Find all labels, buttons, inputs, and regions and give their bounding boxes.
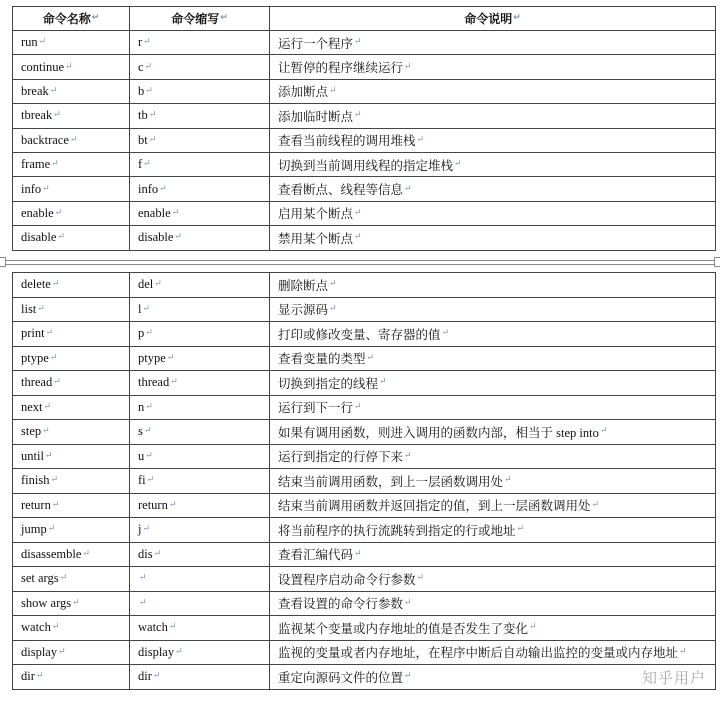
command-abbr-cell: c ↵ — [130, 55, 270, 78]
command-desc-cell: 运行一个程序 ↵ — [270, 31, 716, 54]
table-row — [12, 55, 716, 79]
command-desc-cell: 查看当前线程的调用堆栈 ↵ — [270, 129, 716, 152]
header-command-abbr: 命令缩写 ↵ — [130, 7, 270, 30]
command-name-cell: info ↵ — [12, 177, 130, 200]
command-abbr-cell: ptype ↵ — [130, 347, 270, 371]
table-row — [12, 567, 716, 592]
command-desc-cell: 查看断点、线程等信息 ↵ — [270, 177, 716, 200]
command-table-part1 — [12, 6, 716, 251]
command-name-cell: step ↵ — [12, 420, 130, 444]
command-abbr-cell: ↵ — [130, 567, 270, 591]
command-name-cell: enable ↵ — [12, 202, 130, 225]
command-abbr-cell: del ↵ — [130, 273, 270, 297]
table-row — [12, 298, 716, 323]
command-name-cell: disable ↵ — [12, 226, 130, 249]
command-name-cell: finish ↵ — [12, 469, 130, 493]
command-name-cell: next ↵ — [12, 396, 130, 420]
command-name-cell: until ↵ — [12, 445, 130, 469]
command-name-cell: display ↵ — [12, 641, 130, 665]
table-row — [12, 543, 716, 568]
command-name-cell: run ↵ — [12, 31, 130, 54]
command-desc-cell: 切换到指定的线程 ↵ — [270, 371, 716, 395]
command-table-part2 — [12, 272, 716, 690]
command-desc-cell: 添加断点 ↵ — [270, 80, 716, 103]
command-name-cell: dir ↵ — [12, 665, 130, 689]
command-abbr-cell: u ↵ — [130, 445, 270, 469]
command-desc-cell: 禁用某个断点 ↵ — [270, 226, 716, 249]
command-desc-cell: 切换到当前调用线程的指定堆栈 ↵ — [270, 153, 716, 176]
command-desc-cell: 打印或修改变量、寄存器的值 ↵ — [270, 322, 716, 346]
watermark: 知乎用户 — [641, 669, 706, 687]
table-row — [12, 396, 716, 421]
command-name-cell: continue ↵ — [12, 55, 130, 78]
command-name-cell: backtrace ↵ — [12, 129, 130, 152]
command-name-cell: print ↵ — [12, 322, 130, 346]
header-command-name: 命令名称 ↵ — [12, 7, 130, 30]
command-desc-cell: 运行到指定的行停下来 ↵ — [270, 445, 716, 469]
table-row — [12, 469, 716, 494]
command-abbr-cell: watch ↵ — [130, 616, 270, 640]
command-name-cell: set args ↵ — [12, 567, 130, 591]
command-desc-cell: 启用某个断点 ↵ — [270, 202, 716, 225]
command-desc-cell: 查看汇编代码 ↵ — [270, 543, 716, 567]
table-row — [12, 226, 716, 250]
command-name-cell: ptype ↵ — [12, 347, 130, 371]
command-abbr-cell: return ↵ — [130, 494, 270, 518]
command-abbr-cell: s ↵ — [130, 420, 270, 444]
command-abbr-cell: info ↵ — [130, 177, 270, 200]
table-row — [12, 445, 716, 470]
table-row — [12, 641, 716, 666]
command-name-cell: watch ↵ — [12, 616, 130, 640]
table-row — [12, 31, 716, 55]
command-abbr-cell: enable ↵ — [130, 202, 270, 225]
command-abbr-cell: b ↵ — [130, 80, 270, 103]
command-abbr-cell: l ↵ — [130, 298, 270, 322]
command-abbr-cell: display ↵ — [130, 641, 270, 665]
table-row — [12, 592, 716, 617]
table-row — [12, 273, 716, 298]
table-row — [12, 153, 716, 177]
table-row — [12, 616, 716, 641]
table-row — [12, 371, 716, 396]
command-abbr-cell: f ↵ — [130, 153, 270, 176]
command-desc-cell: 重定向源码文件的位置 ↵ — [270, 665, 716, 689]
command-desc-cell: 让暂停的程序继续运行 ↵ — [270, 55, 716, 78]
command-name-cell: disassemble ↵ — [12, 543, 130, 567]
table-row — [12, 347, 716, 372]
command-name-cell: show args ↵ — [12, 592, 130, 616]
command-name-cell: break ↵ — [12, 80, 130, 103]
table-row — [12, 202, 716, 226]
table-row — [12, 518, 716, 543]
command-desc-cell: 结束当前调用函数，到上一层函数调用处 ↵ — [270, 469, 716, 493]
command-abbr-cell: dir ↵ — [130, 665, 270, 689]
command-name-cell: frame ↵ — [12, 153, 130, 176]
command-name-cell: return ↵ — [12, 494, 130, 518]
command-abbr-cell: j ↵ — [130, 518, 270, 542]
command-name-cell: thread ↵ — [12, 371, 130, 395]
table-row — [12, 322, 716, 347]
command-name-cell: list ↵ — [12, 298, 130, 322]
command-abbr-cell: fi ↵ — [130, 469, 270, 493]
command-desc-cell: 监视的变量或者内存地址，在程序中断后自动输出监控的变量或内存地址 ↵ — [270, 641, 716, 665]
command-abbr-cell: tb ↵ — [130, 104, 270, 127]
command-desc-cell: 查看变量的类型 ↵ — [270, 347, 716, 371]
command-desc-cell: 将当前程序的执行流跳转到指定的行或地址 ↵ — [270, 518, 716, 542]
page-break-separator — [0, 257, 720, 269]
table-row — [12, 129, 716, 153]
command-abbr-cell: n ↵ — [130, 396, 270, 420]
table-header-row — [12, 7, 716, 31]
command-abbr-cell: thread ↵ — [130, 371, 270, 395]
command-desc-cell: 设置程序启动命令行参数 ↵ — [270, 567, 716, 591]
command-desc-cell: 结束当前调用函数并返回指定的值，到上一层函数调用处 ↵ — [270, 494, 716, 518]
command-abbr-cell: r ↵ — [130, 31, 270, 54]
header-command-desc: 命令说明 ↵ — [270, 7, 716, 30]
command-name-cell: jump ↵ — [12, 518, 130, 542]
command-desc-cell: 监视某个变量或内存地址的值是否发生了变化 ↵ — [270, 616, 716, 640]
command-abbr-cell: disable ↵ — [130, 226, 270, 249]
command-name-cell: delete ↵ — [12, 273, 130, 297]
command-abbr-cell: bt ↵ — [130, 129, 270, 152]
command-desc-cell: 显示源码 ↵ — [270, 298, 716, 322]
table-row — [12, 494, 716, 519]
command-desc-cell: 添加临时断点 ↵ — [270, 104, 716, 127]
table-row — [12, 104, 716, 128]
command-abbr-cell: dis ↵ — [130, 543, 270, 567]
command-abbr-cell: p ↵ — [130, 322, 270, 346]
command-desc-cell: 如果有调用函数，则进入调用的函数内部，相当于 step into ↵ — [270, 420, 716, 444]
command-abbr-cell: ↵ — [130, 592, 270, 616]
table-row — [12, 177, 716, 201]
command-desc-cell: 运行到下一行 ↵ — [270, 396, 716, 420]
table-row — [12, 665, 716, 690]
table-row — [12, 80, 716, 104]
table-row — [12, 420, 716, 445]
command-desc-cell: 查看设置的命令行参数 ↵ — [270, 592, 716, 616]
command-name-cell: tbreak ↵ — [12, 104, 130, 127]
command-desc-cell: 删除断点 ↵ — [270, 273, 716, 297]
